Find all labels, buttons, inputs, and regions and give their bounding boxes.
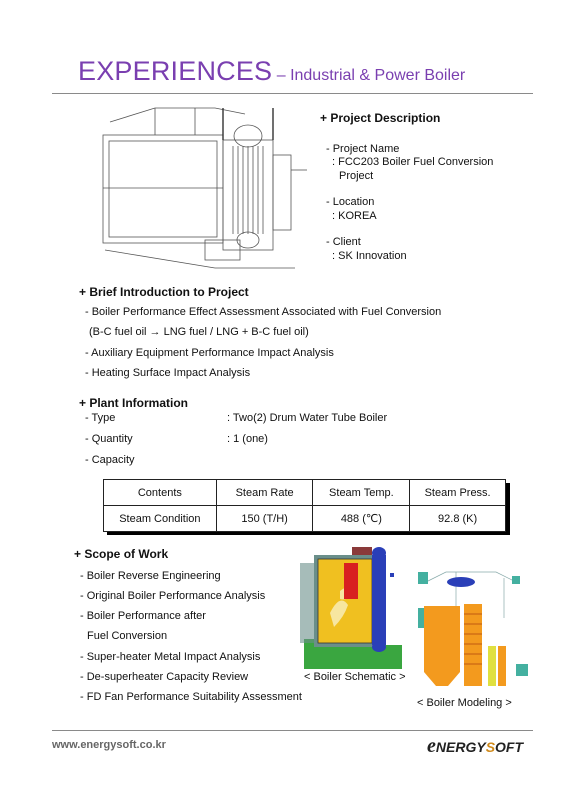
project-name-label: - Project Name xyxy=(326,142,400,155)
project-name-value: : FCC203 Boiler Fuel Conversion xyxy=(332,156,494,168)
project-description-heading: + Project Description xyxy=(320,111,441,125)
project-description xyxy=(320,112,550,263)
brief-item: - Boiler Performance Effect Assessment Associated with Fuel Conversion xyxy=(85,306,442,318)
table-header-cell: Contents xyxy=(104,480,217,506)
quantity-label: - Quantity xyxy=(85,433,133,445)
top-divider xyxy=(52,93,533,94)
bottom-divider xyxy=(52,730,533,731)
logo-nergy: NERGY xyxy=(435,739,486,755)
scope-item: - Boiler Performance after xyxy=(80,610,206,622)
table-header-cell: Steam Temp. xyxy=(313,480,410,506)
type-value: : Two(2) Drum Water Tube Boiler xyxy=(227,412,388,424)
boiler-modeling-image xyxy=(416,568,534,690)
table-cell: 92.8 (K) xyxy=(410,506,506,532)
project-name-value-cont: Project xyxy=(339,169,374,182)
table-row xyxy=(104,506,506,532)
brief-item: - Auxiliary Equipment Performance Impact Analysis xyxy=(85,347,334,359)
table-header-cell: Steam Rate xyxy=(216,480,313,506)
client-value: : SK Innovation xyxy=(332,249,407,262)
scope-item: - Boiler Reverse Engineering xyxy=(80,570,221,582)
table-cell: 488 (℃) xyxy=(313,506,410,532)
footer-url: www.energysoft.co.kr xyxy=(52,739,166,751)
client-label: - Client xyxy=(326,236,361,248)
brief-heading: + Brief Introduction to Project xyxy=(79,285,249,299)
scope-item: - FD Fan Performance Suitability Assessment xyxy=(80,691,302,703)
table-header-row xyxy=(104,480,506,506)
boiler-schematic-image xyxy=(300,543,410,671)
scope-item: - Super-heater Metal Impact Analysis xyxy=(80,651,261,663)
location-label: - Location xyxy=(326,196,375,208)
plant-heading: + Plant Information xyxy=(79,396,189,410)
table-cell: 150 (T/H) xyxy=(216,506,313,532)
boiler-line-drawing xyxy=(95,100,310,278)
page-title xyxy=(78,56,465,87)
scope-heading: + Scope of Work xyxy=(74,547,169,561)
brief-item: (B-C fuel oil → LNG fuel / LNG + B-C fuel oil) xyxy=(89,326,309,338)
table-header-cell: Steam Press. xyxy=(410,480,506,506)
energysoft-logo xyxy=(427,735,523,758)
quantity-value: : 1 (one) xyxy=(227,433,268,445)
scope-item: - De-superheater Capacity Review xyxy=(80,671,249,683)
type-label: - Type xyxy=(85,412,116,424)
schematic-caption: < Boiler Schematic > xyxy=(304,671,406,683)
capacity-label: - Capacity xyxy=(85,454,135,466)
capacity-table xyxy=(103,479,506,532)
scope-item: - Original Boiler Performance Analysis xyxy=(80,590,266,602)
location-value: : KOREA xyxy=(332,209,377,222)
logo-e: e xyxy=(427,735,436,757)
title-main: EXPERIENCES xyxy=(78,56,273,86)
title-subtitle: – Industrial & Power Boiler xyxy=(276,67,466,84)
table-cell: Steam Condition xyxy=(104,506,217,532)
scope-item: Fuel Conversion xyxy=(87,630,168,642)
logo-s: S xyxy=(485,739,496,755)
modeling-caption: < Boiler Modeling > xyxy=(417,697,512,709)
logo-oft: OFT xyxy=(495,739,524,755)
brief-item: - Heating Surface Impact Analysis xyxy=(85,367,251,379)
